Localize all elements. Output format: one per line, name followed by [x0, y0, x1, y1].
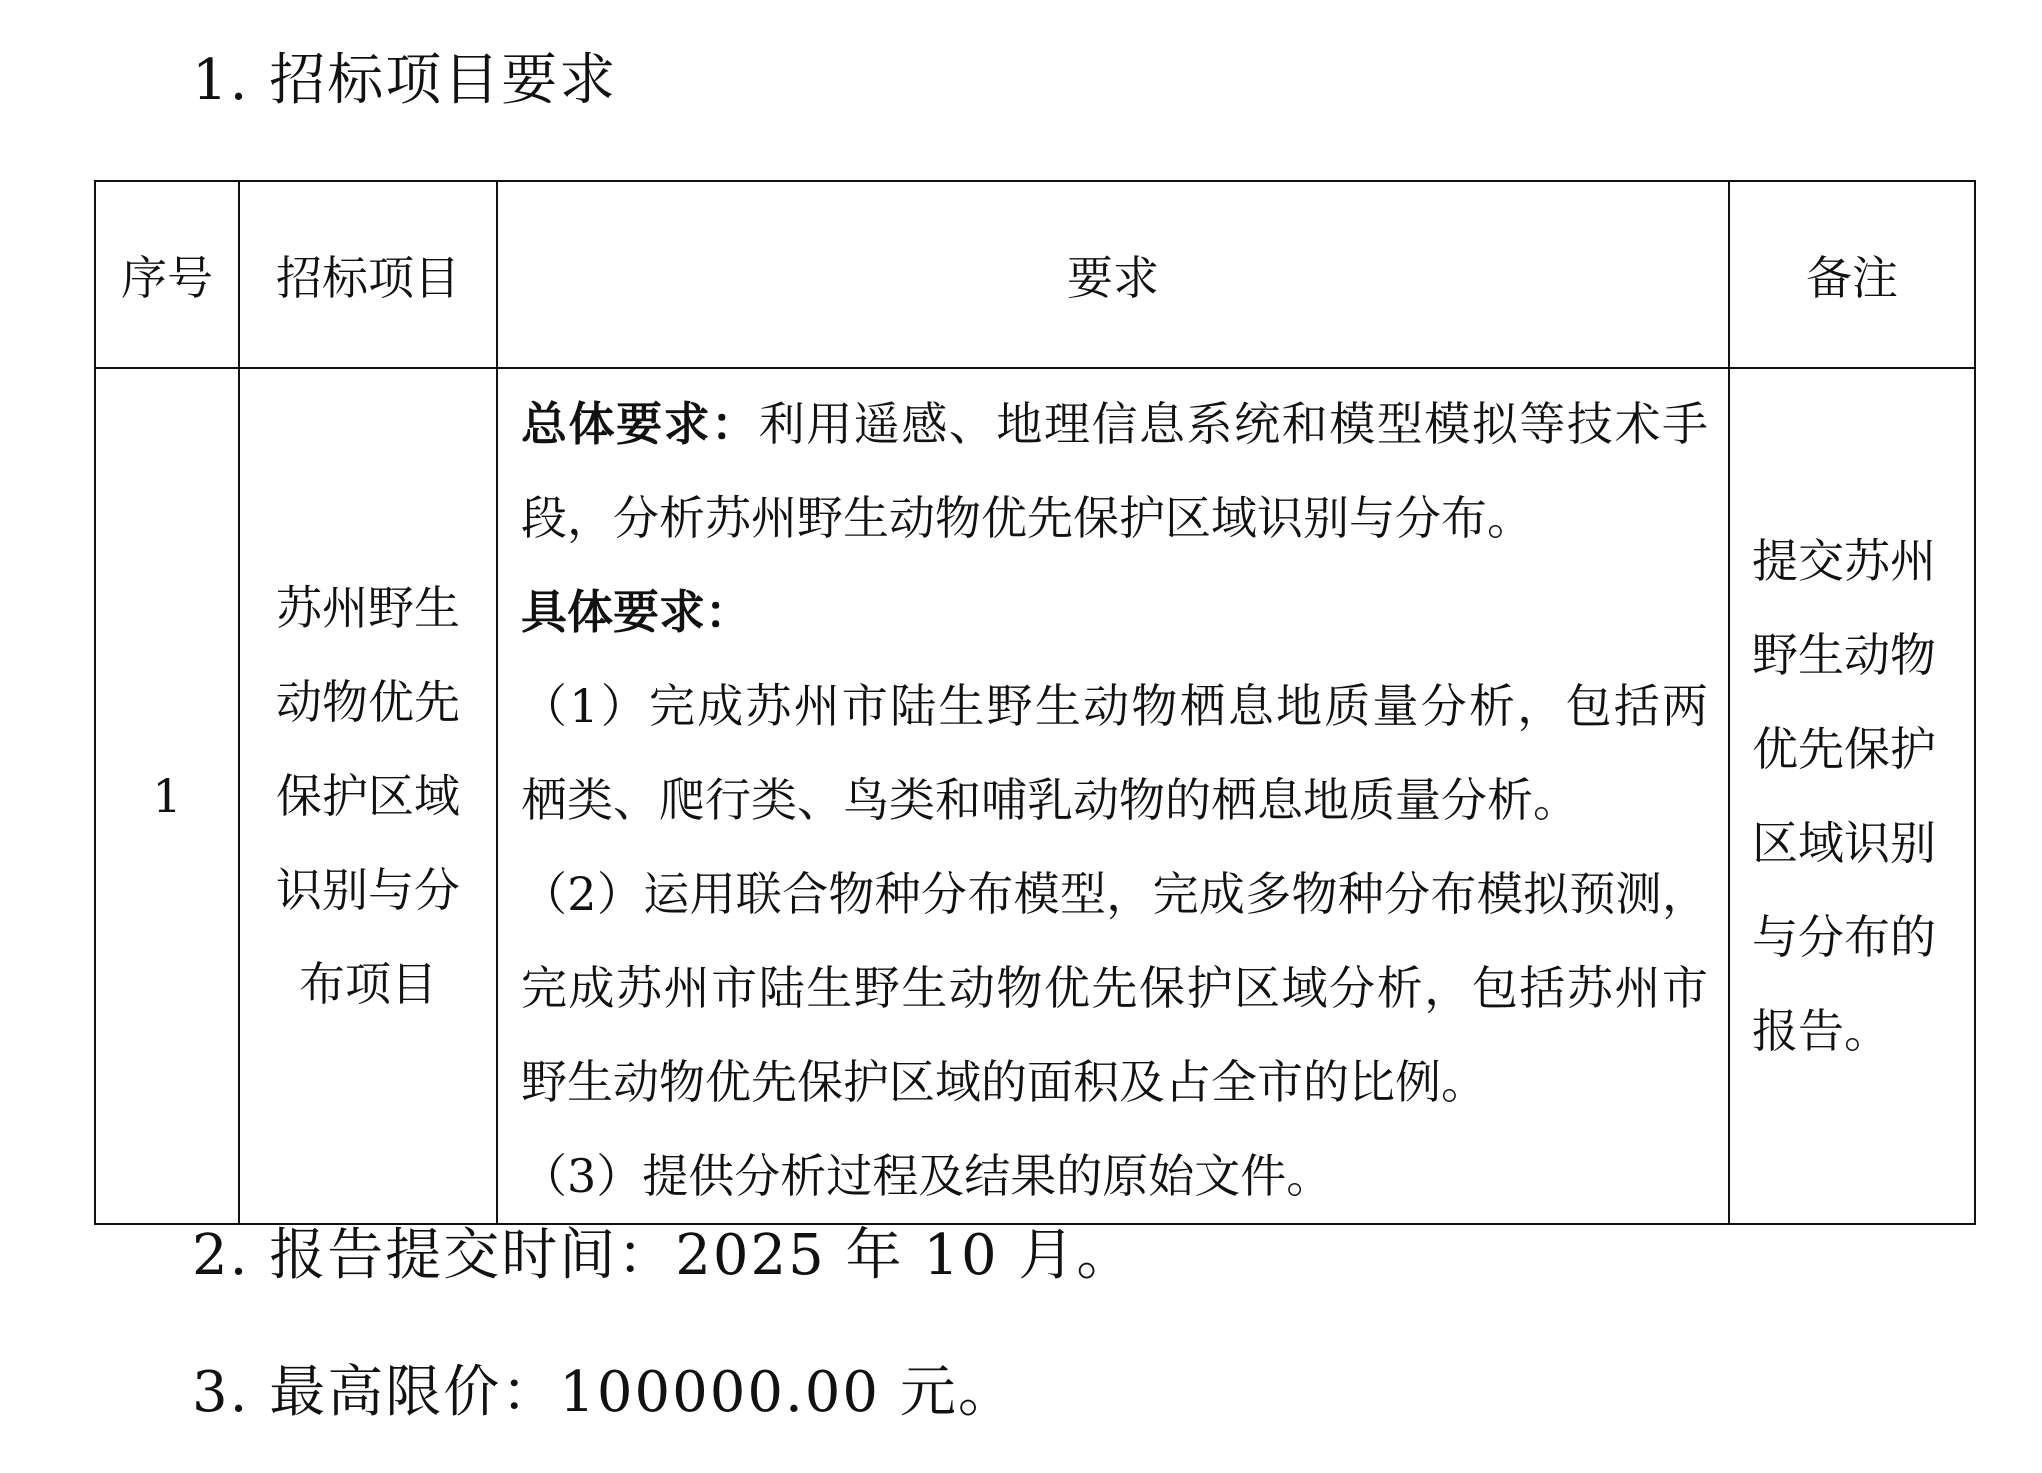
row-project: [239, 368, 497, 1224]
note-line: 区域识别: [1752, 816, 1936, 870]
table-row: [95, 368, 1975, 1224]
requirement-line: （1）完成苏州市陆生野生动物栖息地质量分析，包括两: [521, 679, 1708, 733]
note-line: 提交苏州: [1752, 534, 1936, 588]
project-line: 识别与分: [276, 863, 460, 917]
requirement-line: （3）提供分析过程及结果的原始文件。: [521, 1149, 1333, 1203]
general-requirement-line: 段，分析苏州野生动物优先保护区域识别与分布。: [521, 491, 1533, 545]
requirement-line: （2）运用联合物种分布模型，完成多物种分布模拟预测，: [521, 867, 1708, 921]
row-notes: [1729, 368, 1975, 1224]
header-notes: 备注: [1729, 181, 1975, 368]
note-line: 与分布的: [1752, 910, 1936, 964]
project-line: 保护区域: [276, 769, 460, 823]
project-line: 动物优先: [276, 675, 460, 729]
section-heading-submission-time: 2. 报告提交时间：2025 年 10 月。: [192, 1223, 1135, 1288]
requirement-line: 栖类、爬行类、鸟类和哺乳动物的栖息地质量分析。: [521, 773, 1579, 827]
general-requirement-line: [521, 377, 1708, 471]
note-line: 报告。: [1752, 1004, 1890, 1058]
specific-requirement-label: 具体要求：: [521, 585, 751, 639]
row-requirements: [497, 368, 1729, 1224]
header-requirements: 要求: [497, 181, 1729, 368]
bidding-requirements-table: [94, 180, 1976, 1225]
header-index: 序号: [95, 181, 239, 368]
project-line: 布项目: [299, 957, 437, 1011]
requirement-line: 野生动物优先保护区域的面积及占全市的比例。: [521, 1055, 1487, 1109]
general-requirement-text: 利用遥感、地理信息系统和模型模拟等技术手: [758, 397, 1709, 451]
section-heading-price-limit: 3. 最高限价：100000.00 元。: [192, 1360, 1016, 1425]
section-heading-requirements: 1. 招标项目要求: [192, 48, 618, 113]
row-index: 1: [95, 368, 239, 1224]
general-requirement-label: 总体要求：: [521, 397, 759, 451]
table-header-row: [95, 181, 1975, 368]
note-line: 优先保护: [1752, 722, 1936, 776]
project-line: 苏州野生: [276, 581, 460, 635]
requirement-line: 完成苏州市陆生野生动物优先保护区域分析，包括苏州市: [521, 961, 1708, 1015]
note-line: 野生动物: [1752, 628, 1936, 682]
specific-requirement-label-line: [521, 565, 1708, 659]
header-project: 招标项目: [239, 181, 497, 368]
